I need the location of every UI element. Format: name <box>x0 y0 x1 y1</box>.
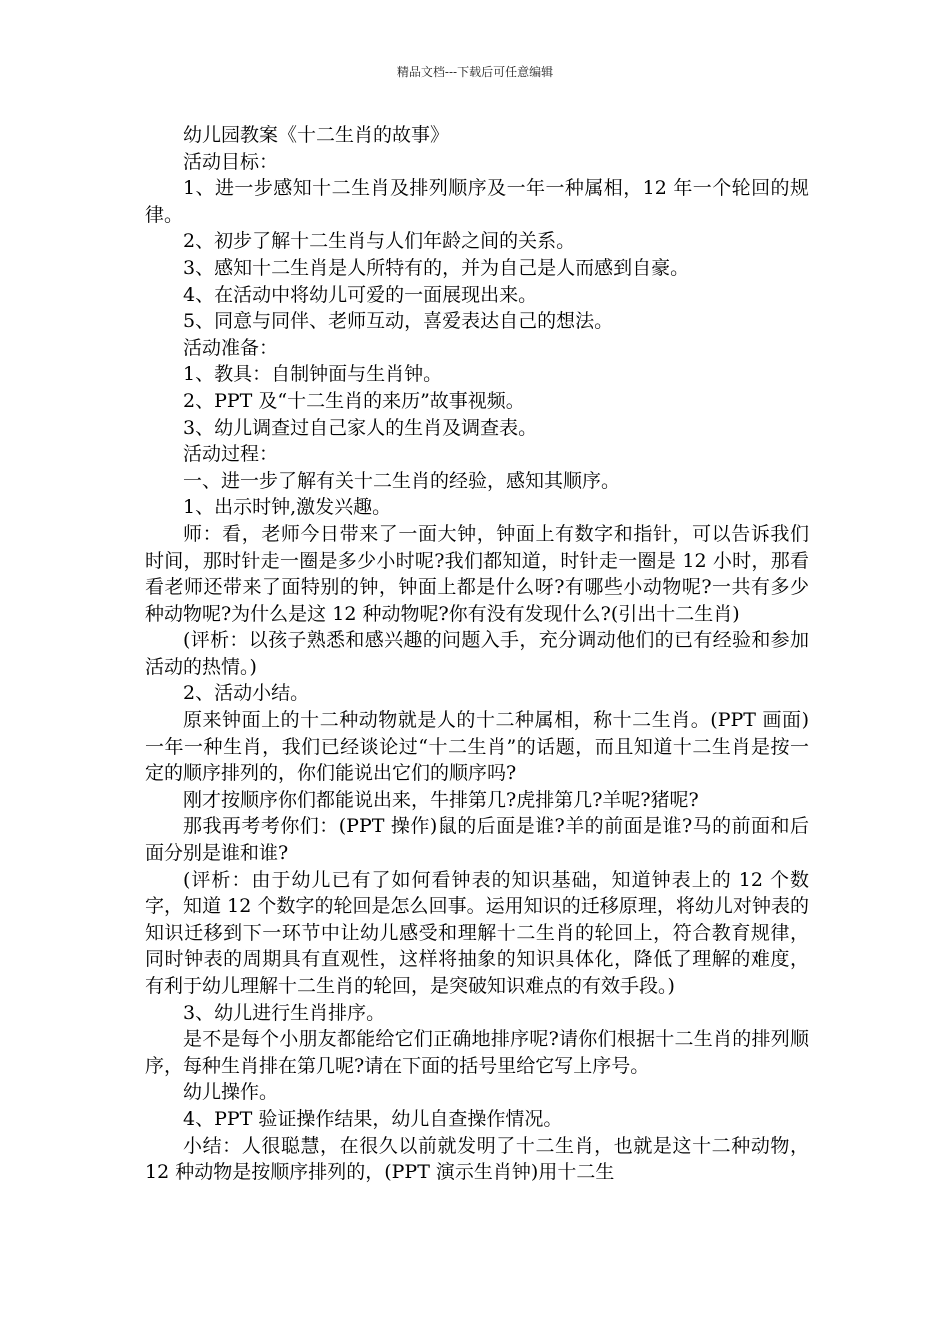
body-paragraph: 刚才按顺序你们都能说出来，牛排第几?虎排第几?羊呢?猪呢? <box>183 788 699 811</box>
section-heading-preparation: 活动准备： <box>183 336 279 359</box>
goal-item: 2、初步了解十二生肖与人们年龄之间的关系。 <box>183 230 576 253</box>
goal-item: 3、感知十二生肖是人所特有的，并为自己是人而感到自豪。 <box>183 256 690 279</box>
goal-item: 5、同意与同伴、老师互动，喜爱表达自己的想法。 <box>183 310 614 333</box>
process-step-heading: 一、进一步了解有关十二生肖的经验，感知其顺序。 <box>183 469 621 492</box>
document-body <box>145 122 809 1186</box>
section-heading-process: 活动过程： <box>183 443 279 466</box>
page-header: 精品文档---下载后可任意编辑 <box>396 65 554 79</box>
document-title: 幼儿园教案《十二生肖的故事》 <box>183 124 450 146</box>
process-substep: 1、出示时钟,激发兴趣。 <box>183 496 392 519</box>
commentary-paragraph: (评析：以孩子熟悉和感兴趣的问题入手，充分调动他们的已有经验和参加活动的热情。) <box>145 629 809 678</box>
preparation-item: 2、PPT 及“十二生肖的来历”故事视频。 <box>183 389 525 412</box>
process-substep: 3、幼儿进行生肖排序。 <box>183 1001 386 1024</box>
goal-item: 1、进一步感知十二生肖及排列顺序及一年一种属相，12 年一个轮回的规律。 <box>145 177 809 226</box>
body-paragraph: 幼儿操作。 <box>183 1081 279 1104</box>
body-paragraph: 原来钟面上的十二种动物就是人的十二种属相，称十二生肖。(PPT 画面)一年一种生肖，我们已经谈论过“十二生肖”的话题，而且知道十二生肖是按一定的顺序排列的，你们能说出它们的顺序吗? <box>145 709 809 785</box>
preparation-item: 1、教具：自制钟面与生肖钟。 <box>183 363 443 386</box>
goal-item: 4、在活动中将幼儿可爱的一面展现出来。 <box>183 283 538 306</box>
body-paragraph: 师：看，老师今日带来了一面大钟，钟面上有数字和指针，可以告诉我们时间，那时针走一圈是多少小时呢?我们都知道，时针走一圈是 12 小时，那看看老师还带来了面特别的钟，钟面上都是什么呀?有哪些小动物呢?一共有多少种动物呢?为什么是这 12 种动物呢?你有没有发现什么?(引出十二生肖) <box>145 522 809 625</box>
commentary-paragraph: (评析：由于幼儿已有了如何看钟表的知识基础，知道钟表上的 12 个数字，知道 12 个数字的轮回是怎么回事。运用知识的迁移原理，将幼儿对钟表的知识迁移到下一环节中让幼儿感受和理解十二生肖的轮回上，符合教育规律，同时钟表的周期具有直观性，这样将抽象的知识具体化，降低了理解的难度，有利于幼儿理解十二生肖的轮回，是突破知识难点的有效手段。) <box>145 868 809 997</box>
body-paragraph: 是不是每个小朋友都能给它们正确地排序呢?请你们根据十二生肖的排列顺序，每种生肖排在第几呢?请在下面的括号里给它写上序号。 <box>145 1028 809 1077</box>
body-paragraph: 小结：人很聪慧，在很久以前就发明了十二生肖，也就是这十二种动物，12 种动物是按顺序排列的，(PPT 演示生肖钟)用十二生 <box>145 1134 809 1184</box>
preparation-item: 3、幼儿调查过自己家人的生肖及调查表。 <box>183 416 538 439</box>
process-substep: 4、PPT 验证操作结果，幼儿自查操作情况。 <box>183 1107 563 1130</box>
process-substep: 2、活动小结。 <box>183 682 310 705</box>
section-heading-goals: 活动目标： <box>183 150 279 173</box>
body-paragraph: 那我再考考你们：(PPT 操作)鼠的后面是谁?羊的前面是谁?马的前面和后面分别是谁和谁? <box>145 815 809 865</box>
